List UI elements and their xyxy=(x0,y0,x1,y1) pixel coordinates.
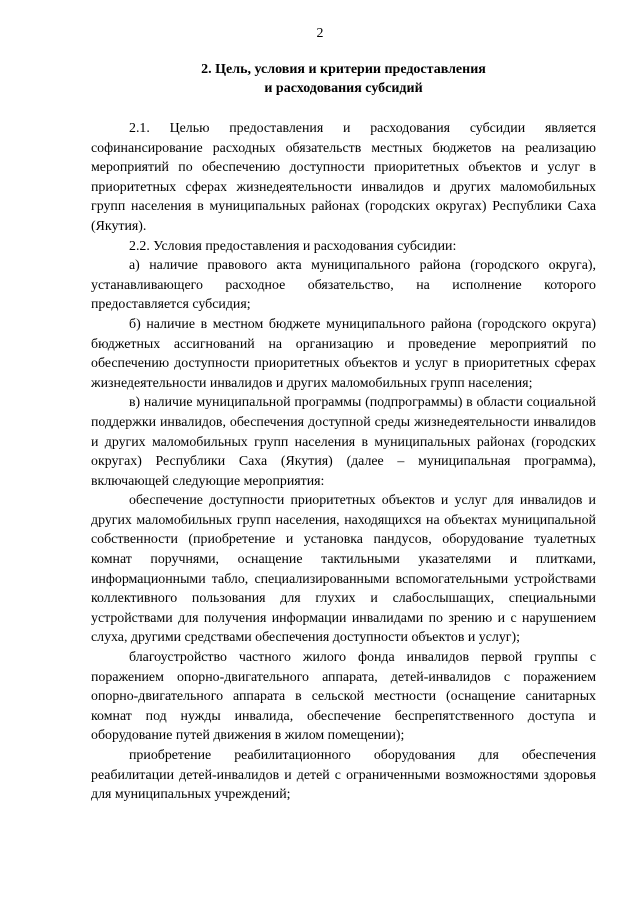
section-heading-line-2: и расходования субсидий xyxy=(264,81,423,96)
body-text xyxy=(91,119,596,805)
paragraph-housing: благоустройство частного жилого фонда инвалидов первой группы с поражением опорно-двигательного аппарата, детей-инвалидов с поражением опорно-двигательного аппарата в сельской местности (оснащение санитарных комнат под нужды инвалида, обеспечение беспрепятственного доступа и оборудование путей движения в жилом помещении); xyxy=(91,650,596,744)
paragraph-b: б) наличие в местном бюджете муниципального района (городского округа) бюджетных ассигнований на организацию и проведение мероприятий по обеспечению доступности приоритетных объектов и услуг в приоритетных сферах жизнедеятельности инвалидов и других маломобильных групп населения; xyxy=(91,316,596,391)
paragraph-a: а) наличие правового акта муниципального района (городского округа), устанавливающего расходное обязательство, на исполнение которого предоставляется субсидия; xyxy=(91,258,596,313)
page-number: 2 xyxy=(316,26,324,41)
paragraph-accessibility: обеспечение доступности приоритетных объектов и услуг для инвалидов и других маломобильных групп населения, находящихся на объектах муниципальной собственности (приобретение и установка пандусов, оборудование туалетных комнат поручнями, оснащение тактильными указателями и плитками, информационными табло, специализированными вспомогательными устройствами коллективного пользования для глухих и слабослышащих, специальными устройствами для получения информации инвалидами по зрению и с нарушением слуха, другими средствами обеспечения доступности объектов и услуг); xyxy=(91,493,596,646)
paragraph-v: в) наличие муниципальной программы (подпрограммы) в области социальной поддержки инвалидов, обеспечения доступной среды жизнедеятельности инвалидов и других маломобильных групп населения в муниципальных районах (городских округах) Республики Саха (Якутия) (далее – муниципальная программа), включающей следующие мероприятия: xyxy=(91,395,596,489)
paragraph-rehabilitation: приобретение реабилитационного оборудования для обеспечения реабилитации детей-инвалидов и детей с ограниченными возможностями здоровья для муниципальных учреждений; xyxy=(91,748,596,803)
paragraph-2-2: 2.2. Условия предоставления и расходования субсидии: xyxy=(129,238,457,254)
section-heading-line-1: 2. Цель, условия и критерии предоставления xyxy=(201,62,486,77)
section-heading xyxy=(91,60,596,98)
paragraph-2-1: 2.1. Целью предоставления и расходования субсидии является софинансирование расходных обязательств местных бюджетов на реализацию мероприятий по обеспечению доступности приоритетных объектов и услуг в приоритетных сферах жизнедеятельности инвалидов и других маломобильных групп населения в муниципальных районах (городских округах) Республики Саха (Якутия). xyxy=(91,121,596,234)
